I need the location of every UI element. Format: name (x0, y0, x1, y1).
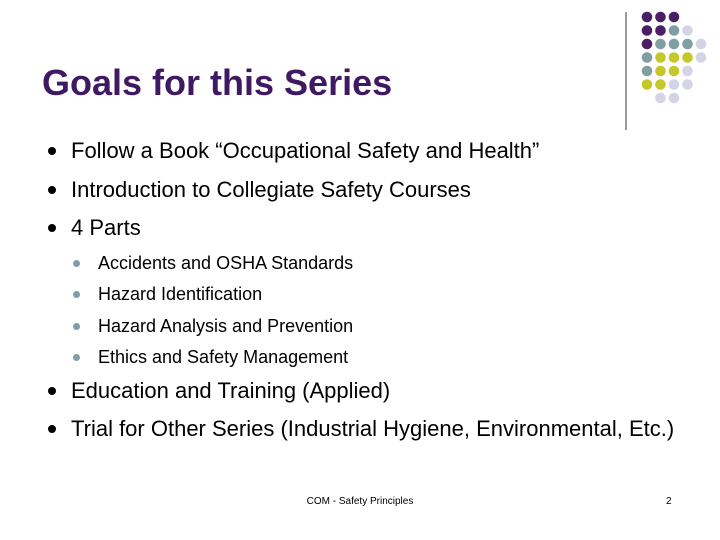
decorative-dot (696, 52, 707, 63)
decorative-dot (669, 39, 680, 50)
decorative-dot (655, 66, 666, 77)
decorative-dot (682, 79, 693, 90)
decorative-dot (655, 52, 666, 63)
decorative-dot (642, 39, 653, 50)
decorative-dot (682, 25, 693, 36)
slide-title: Goals for this Series (42, 62, 393, 103)
decorative-dot (669, 52, 680, 63)
footer-text: COM - Safety Principles (306, 496, 414, 507)
decorative-dot (655, 39, 666, 50)
decorative-dot (682, 52, 693, 63)
decorative-dot (669, 25, 680, 36)
bullet-item: Introduction to Collegiate Safety Courses (48, 177, 688, 203)
decorative-dot (655, 25, 666, 36)
decorative-dot (669, 66, 680, 77)
decorative-dot (669, 93, 680, 104)
decorative-dot (696, 39, 707, 50)
vertical-divider (625, 12, 627, 130)
decorative-dot (642, 66, 653, 77)
bullet-item: 4 Parts (48, 215, 688, 241)
decorative-dot (655, 93, 666, 104)
decorative-dot (669, 12, 680, 23)
decorative-dot (642, 79, 653, 90)
bullet-item: Education and Training (Applied) (48, 378, 688, 404)
decorative-dot (642, 52, 653, 63)
sub-bullet-item: Accidents and OSHA Standards (48, 252, 688, 274)
sub-bullet-item: Hazard Analysis and Prevention (48, 315, 688, 337)
decorative-dot (682, 39, 693, 50)
sub-bullet-item: Hazard Identification (48, 283, 688, 305)
decorative-dot (682, 66, 693, 77)
decorative-dot (669, 79, 680, 90)
decorative-dot (655, 79, 666, 90)
decorative-dot (655, 12, 666, 23)
bullet-list (48, 138, 688, 455)
bullet-item: Trial for Other Series (Industrial Hygiene, Environmental, Etc.) (48, 416, 688, 442)
sub-bullet-item: Ethics and Safety Management (48, 346, 688, 368)
page-number: 2 (666, 496, 672, 507)
decorative-dot (642, 25, 653, 36)
decorative-dot (642, 12, 653, 23)
bullet-item: Follow a Book “Occupational Safety and Health” (48, 138, 688, 164)
